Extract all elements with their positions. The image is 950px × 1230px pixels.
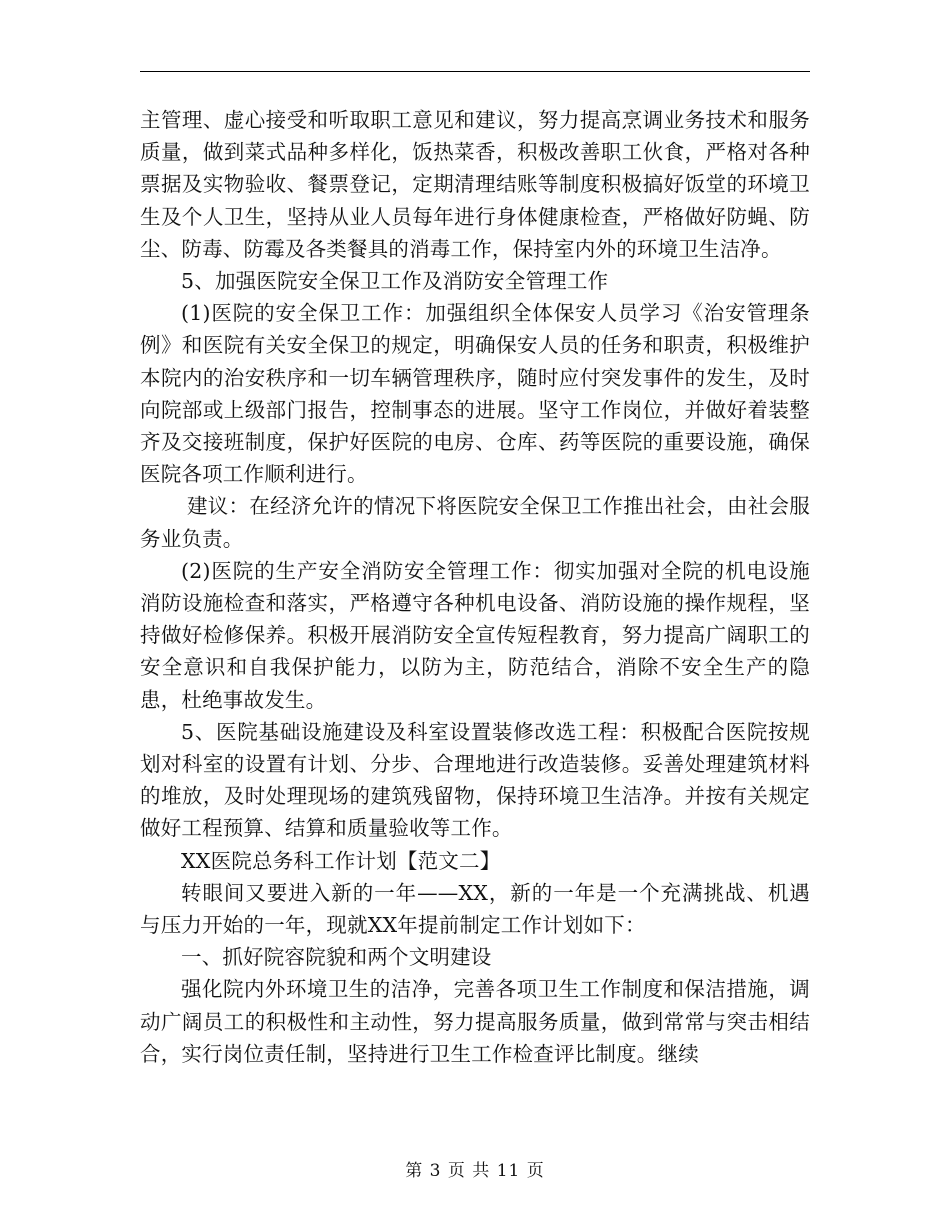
page-number: 第 3 页 共 11 页 (405, 1161, 545, 1181)
paragraph-infrastructure: 5、医院基础设施建设及科室设置装修改选工程：积极配合医院按规划对科室的设置有计划、分步、合理地进行改造装修。妥善处理建筑材料的堆放，及时处理现场的建筑残留物，保持环境卫生洁净。并按有关规定做好工程预算、结算和质量验收等工作。 (140, 719, 810, 841)
paragraph-canteen-management: 主管理、虚心接受和听取职工意见和建议，努力提高烹调业务技术和服务质量，做到菜式品种多样化，饭热菜香，积极改善职工伙食，严格对各种票据及实物验收、餐票登记，定期清理结账等制度积极搞好饭堂的环境卫生及个人卫生，坚持从业人员每年进行身体健康检查，严格做好防蝇、防尘、防毒、防霉及各类餐具的消毒工作，保持室内外的环境卫生洁净。 (140, 108, 810, 261)
paragraph-fire-safety: (2)医院的生产安全消防安全管理工作：彻实加强对全院的机电设施消防设施检查和落实，严格遵守各种机电设备、消防设施的操作规程，坚持做好检修保养。积极开展消防安全宣传短程教育，努力提高广阔职工的安全意识和自我保护能力，以防为主，防范结合，消除不安全生产的隐患，杜绝事故发生。 (140, 558, 810, 712)
section-heading-hospital-appearance: 一、抓好院容院貌和两个文明建设 (181, 945, 492, 970)
sample-title: XX医院总务科工作计划【范文二】 (181, 848, 501, 873)
paragraph-security-work: (1)医院的安全保卫工作：加强组织全体保安人员学习《治安管理条例》和医院有关安全保卫的规定，明确保安人员的任务和职责，积极维护本院内的治安秩序和一切车辆管理秩序，随时应付突发事件的发生，及时向院部或上级部门报告，控制事态的进展。坚守工作岗位，并做好着装整齐及交接班制度，保护好医院的电房、仓库、药等医院的重要设施，确保医院各项工作顺利进行。 (140, 301, 810, 487)
document-body (140, 104, 810, 1070)
paragraph-environment-hygiene: 强化院内外环境卫生的洁净，完善各项卫生工作制度和保洁措施，调动广阔员工的积极性和主动性，努力提高服务质量，做到常常与突击相结合，实行岗位责任制，坚持进行卫生工作检查评比制度。继续 (140, 977, 810, 1066)
section-heading-security: 5、加强医院安全保卫工作及消防安全管理工作 (181, 269, 609, 294)
paragraph-suggestion: 建议：在经济允许的情况下将医院安全保卫工作推出社会，由社会服务业负责。 (140, 494, 810, 551)
paragraph-intro: 转眼间又要进入新的一年——XX，新的一年是一个充满挑战、机遇与压力开始的一年，现就XX年提前制定工作计划如下： (140, 880, 810, 938)
header-rule (140, 71, 810, 72)
